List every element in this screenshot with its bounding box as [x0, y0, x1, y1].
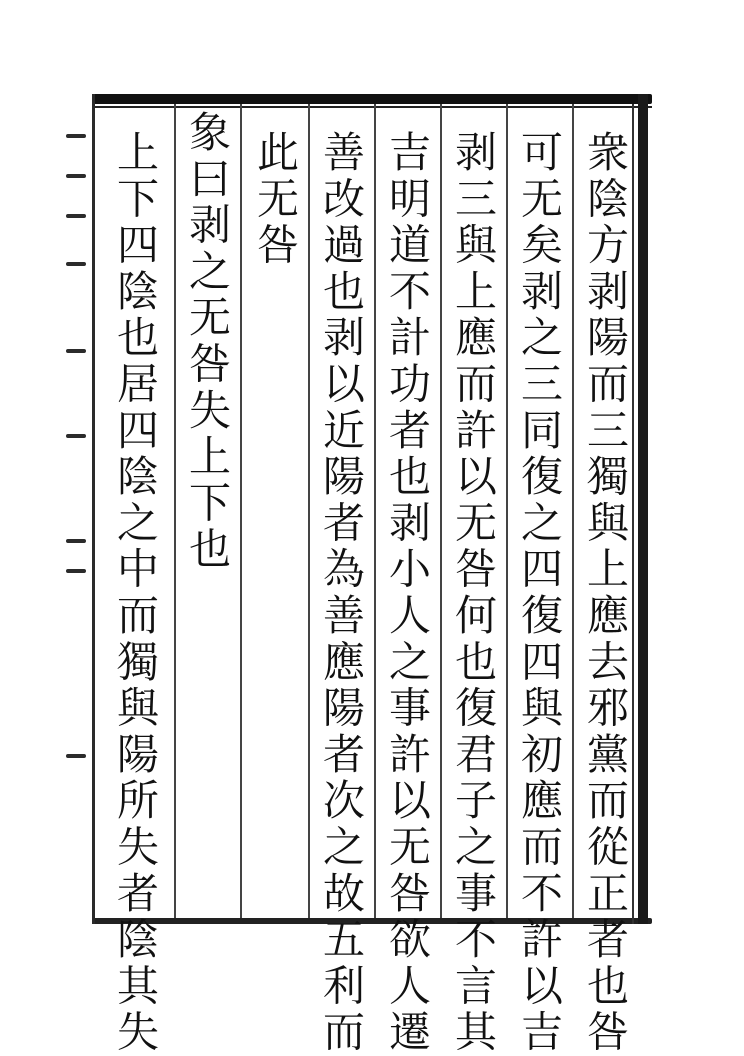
margin-mark [66, 174, 86, 178]
column-rule [374, 104, 376, 918]
margin-mark [66, 349, 86, 353]
text-column-3: 剥三與上應而許以无咎何也復君子之事不言其 [449, 130, 498, 1056]
margin-mark [66, 539, 86, 543]
frame-left-border [92, 94, 95, 924]
frame-right-border [638, 94, 648, 924]
column-rule [240, 104, 242, 918]
margin-mark [66, 754, 86, 758]
frame-top-border [92, 94, 652, 104]
margin-mark [66, 262, 86, 266]
column-rule [506, 104, 508, 918]
column-rule [572, 104, 574, 918]
frame-bottom-border [92, 918, 652, 924]
margin-mark [66, 214, 86, 218]
column-rule [440, 104, 442, 918]
text-column-1: 衆陰方剥陽而三獨與上應去邪黨而從正者也咎 [581, 130, 630, 1056]
page-margin [60, 94, 94, 924]
text-column-8: 上下四陰也居四陰之中而獨與陽所失者陰其失 [111, 130, 160, 1056]
text-column-4: 吉明道不計功者也剥小人之事許以无咎欲人遷 [383, 130, 432, 1056]
margin-mark [66, 134, 86, 138]
text-column-7: 象曰剥之无咎失上下也 [183, 110, 232, 573]
margin-mark [66, 434, 86, 438]
margin-mark [66, 569, 86, 573]
text-column-2: 可无矣剥之三同復之四復四與初應而不許以吉 [515, 130, 564, 1056]
text-column-6: 此无咎 [251, 130, 300, 269]
column-rule [174, 104, 176, 918]
column-rule [308, 104, 310, 918]
text-column-5: 善改過也剥以近陽者為善應陽者次之故五利而 [317, 130, 366, 1056]
